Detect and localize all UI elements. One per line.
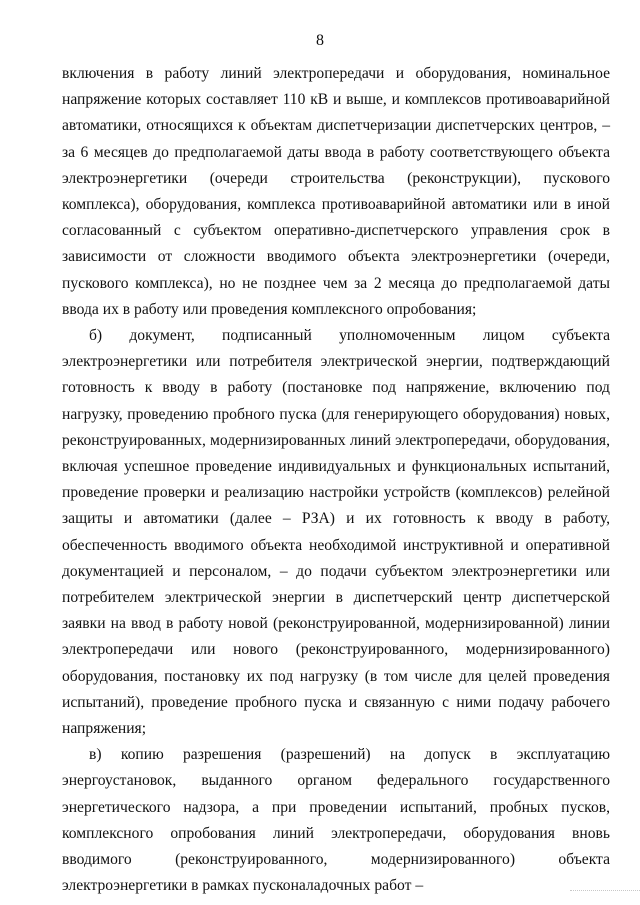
paragraph-item-v: в) копию разрешения (разрешений) на допуск в эксплуатацию энергоустановок, выданного органом федерального государственного энергетического надзора, а при проведении испытаний, пробных пусков, комплексного опробования линий электропередачи, оборудования вновь вводимого (реконструированного, модернизированного) объекта электроэнергетики в рамках пусконаладочных работ –: [62, 746, 610, 895]
document-body: [62, 61, 610, 900]
page-number: 8: [316, 32, 324, 49]
paragraph-item-b: б) документ, подписанный уполномоченным лицом субъекта электроэнергетики или потребителя электрической энергии, подтверждающий готовность к вводу в работу (постановке под напряжение, включению под нагрузку, проведению пробного пуска (для генерирующего оборудования) новых, реконструированных, модернизированных линий электропередачи, оборудования, включая успешное проведение индивидуальных и функциональных испытаний, проведение проверки и реализацию настройки устройств (комплексов) релейной защиты и автоматики (далее – РЗА) и их готовность к вводу в работу, обеспеченность вводимого объекта необходимой инструктивной и оперативной документацией и персоналом, – до подачи субъектом электроэнергетики или потребителем электрической энергии в диспетчерский центр диспетчерской заявки на ввод в работу новой (реконструированной, модернизированной) линии электропередачи или нового (реконструированного, модернизированного) оборудования, постановку их под нагрузку (в том числе для целей проведения испытаний), проведение пробного пуска и связанную с ними подачу рабочего напряжения;: [62, 327, 610, 738]
scan-edge-mark: [570, 890, 640, 905]
paragraph-continuation: включения в работу линий электропередачи и оборудования, номинальное напряжение которых составляет 110 кВ и выше, и комплексов противоаварийной автоматики, относящихся к объектам диспетчеризации диспетчерских центров, – за 6 месяцев до предполагаемой даты ввода в работу соответствующего объекта электроэнергетики (очереди строительства (реконструкции), пускового комплекса), оборудования, комплекса противоаварийной автоматики или в иной согласованный с субъектом оперативно-диспетчерского управления срок в зависимости от сложности вводимого объекта электроэнергетики (очереди, пускового комплекса), но не позднее чем за 2 месяца до предполагаемой даты ввода их в работу или проведения комплексного опробования;: [62, 65, 610, 318]
